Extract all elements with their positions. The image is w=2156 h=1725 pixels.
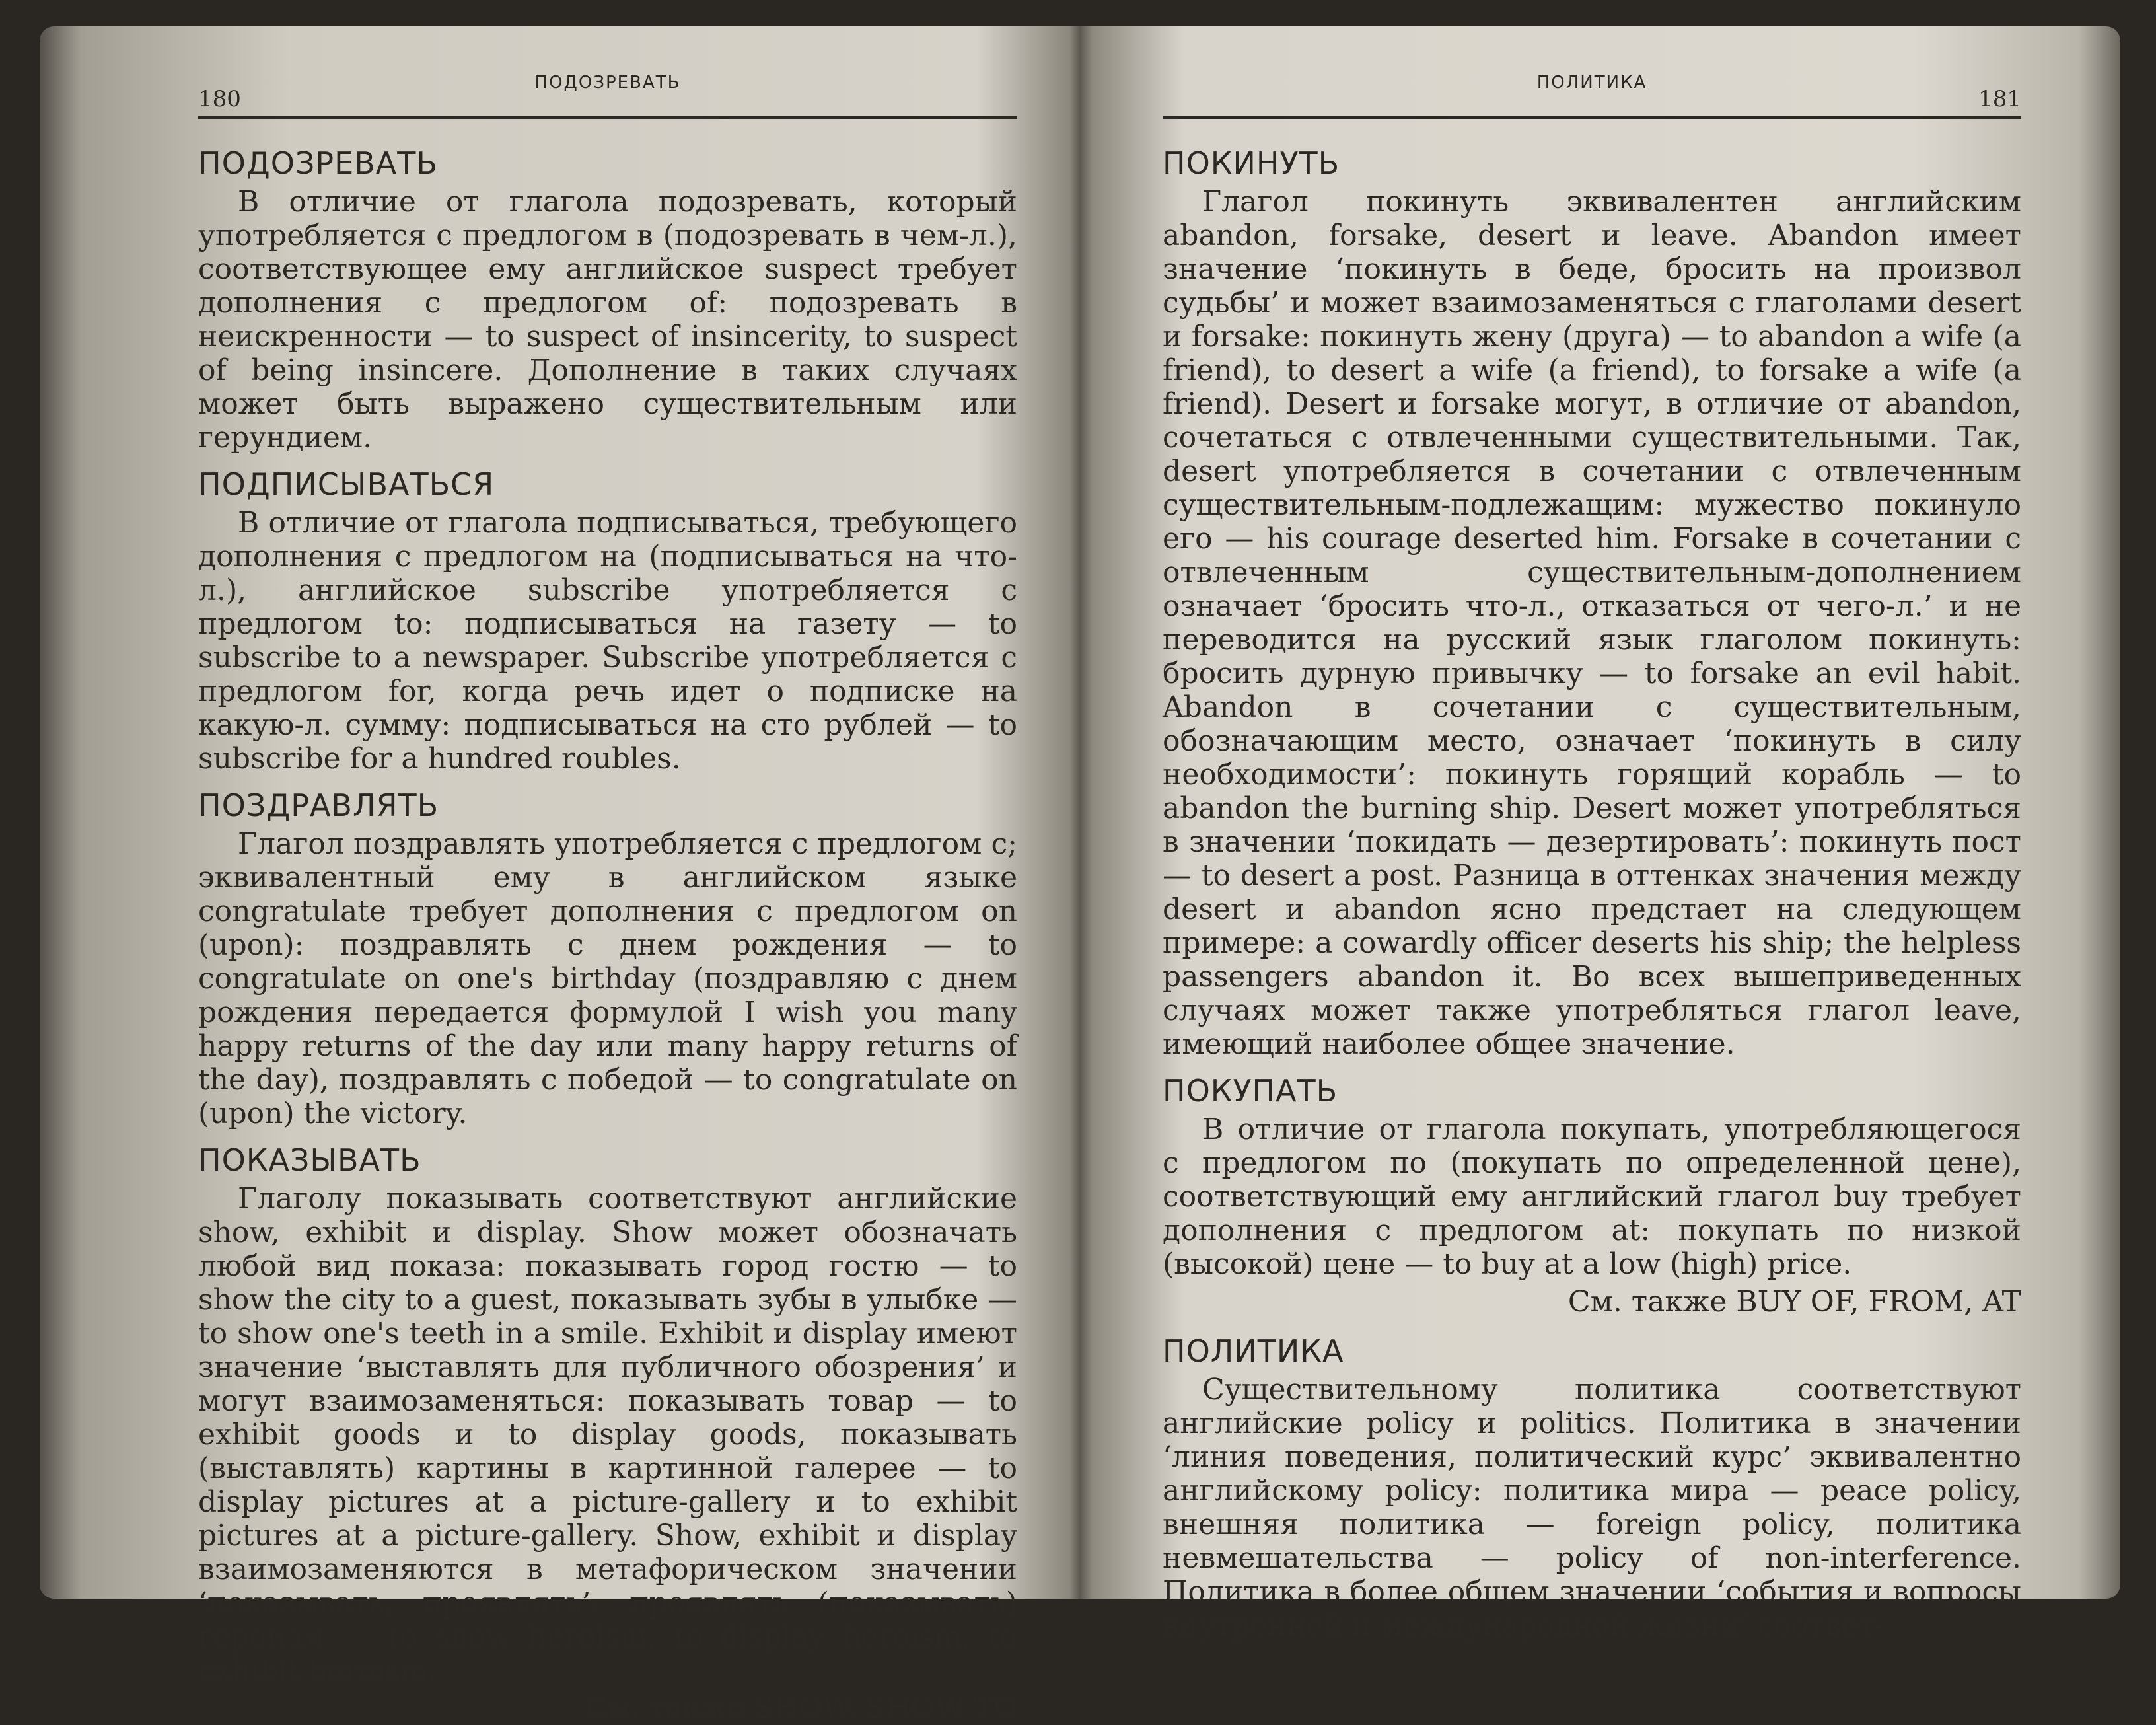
left-running-header xyxy=(198,66,1017,112)
page-number: 180 xyxy=(198,86,241,112)
see-also: См. также BUY OF, FROM, AT xyxy=(1567,1285,2021,1319)
entry-text: В отличие от глагола покупать, употребляющегося с предлогом по (покупать по определенной цене), соответствующий ему английский глагол buy требует дополнения с предлогом at: покупать по низкой (высокой) цене — to buy at a low (high) price. xyxy=(1163,1113,2021,1281)
entry-text: В отличие от глагола подозревать, который употребляется с предлогом в (подозревать в чем-л.), соответствующее ему английское suspect требует дополнения с предлогом of: подозревать в неискренности — to suspect of insincerity, to suspect of being insincere. Дополнение в таких случаях может быть выражено существительным или герундием. xyxy=(198,185,1017,455)
right-page xyxy=(1116,26,2067,1642)
entry-title: ПОЗДРАВЛЯТЬ xyxy=(198,788,439,823)
open-book xyxy=(40,26,2120,1725)
entry-title: ПОЛИТИКА xyxy=(1163,1333,1344,1369)
entry-text: В отличие от глагола подписываться, требующего дополнения с предлогом на (подписываться на что-л.), английское subscribe употребляется с предлогом to: подписываться на газету — to subscribe to a newspaper. Subscribe употребляется с предлогом for, когда речь идет о подписке на какую-л. сумму: подписываться на сто рублей — to subscribe for a hundred roubles. xyxy=(198,506,1017,776)
entry-title: ПОКУПАТЬ xyxy=(1163,1073,1338,1109)
header-rule xyxy=(198,116,1017,119)
entry-text: Глаголу показывать соответствуют английские show, exhibit и display. Show может обозначать любой вид показа: показывать город гостю — to show the city to a guest, показывать зубы в улыбке — to show one's teeth in a smile. Exhibit и display имеют значение ‘выставлять для публичного обозрения’ и могут взаимозаменяться: показывать товар — to exhibit goods и to display goods, показывать (выставлять) картины в картинной галерее — to display pictures at a picture-gallery и to exhibit pictures at a picture-gallery. Show, exhibit и display взаимозаменяются в метафорическом значении ‘показывать, проявлять’: проявлять (показывать) героизм — to show heroism, to display heroism, to exhibit heroism. xyxy=(198,1182,1017,1687)
entry-text: Существительному политика соответствуют английские policy и politics. Политика в значении ‘линия поведения, политический курс’ эквивалентно английскому policy: политика мира — peace policy, внешняя политика — foreign policy, политика невмешательства — policy of non-interference. Политика в более общем значении ‘события и вопросы внутренней и международной жизни’ соответ- xyxy=(1163,1373,2021,1642)
entry xyxy=(198,788,1017,1130)
entry xyxy=(198,466,1017,776)
see-also: См. также SHOW, SHOW TO xyxy=(585,1691,1017,1725)
right-running-header xyxy=(1163,66,2021,112)
entry-text: Глагол покинуть эквивалентен английским abandon, forsake, desert и leave. Abandon имеет значение ‘покинуть в беде, бросить на произвол судьбы’ и может взаимозаменяться с глаголами desert и forsake: покинуть жену (друга) — to abandon a wife (a friend), to desert a wife (a friend), to forsake a wife (a friend). Desert и forsake могут, в отличие от abandon, сочетаться с отвлеченными существительными. Так, desert употребляется в сочетании с отвлеченным существительным-подлежащим: мужество покинуло его — his courage deserted him. Forsake в сочетании с отвлеченным существительным-дополнением означает ‘бросить что-л., отказаться от чего-л.’ и не переводится на русский язык глаголом покинуть: бросить дурную привычку — to forsake an evil habit. Abandon в сочетании с существительным, обозначающим место, означает ‘покинуть в силу необходимости’: покинуть горящий корабль — to abandon the burning ship. Desert может употребляться в значении ‘покидать — дезертировать’: покинуть пост — to desert a post. Разница в оттенках значения между desert и abandon ясно предстает на следующем примере: a cowardly officer deserts his ship; the helpless passengers abandon it. Во всех вышеприведенных случаях может также употребляться глагол leave, имеющий наиболее общее значение. xyxy=(1163,185,2021,1061)
entry-text: Глагол поздравлять употребляется с предлогом с; эквивалентный ему в английском языке congratulate требует дополнения с предлогом on (upon): поздравлять с днем рождения — to congratulate on one's birthday (поздравляю с днем рождения передается формулой I wish you many happy returns of the day или many happy returns of the day), поздравлять с победой — to congratulate on (upon) the victory. xyxy=(198,827,1017,1130)
left-page xyxy=(99,26,1044,1725)
entry xyxy=(198,1142,1017,1725)
entry xyxy=(1163,145,2021,1061)
running-head: ПОДОЗРЕВАТЬ xyxy=(534,73,681,92)
entry xyxy=(1163,1333,2021,1642)
entry-title: ПОДОЗРЕВАТЬ xyxy=(198,145,438,181)
entry xyxy=(1163,1073,2021,1319)
header-rule xyxy=(1163,116,2021,119)
entry xyxy=(198,145,1017,455)
entry-title: ПОКИНУТЬ xyxy=(1163,145,1340,181)
running-head: ПОЛИТИКА xyxy=(1536,73,1647,92)
entry-title: ПОДПИСЫВАТЬСЯ xyxy=(198,466,495,502)
entry-title: ПОКАЗЫВАТЬ xyxy=(198,1142,421,1178)
page-number: 181 xyxy=(1978,86,2021,112)
